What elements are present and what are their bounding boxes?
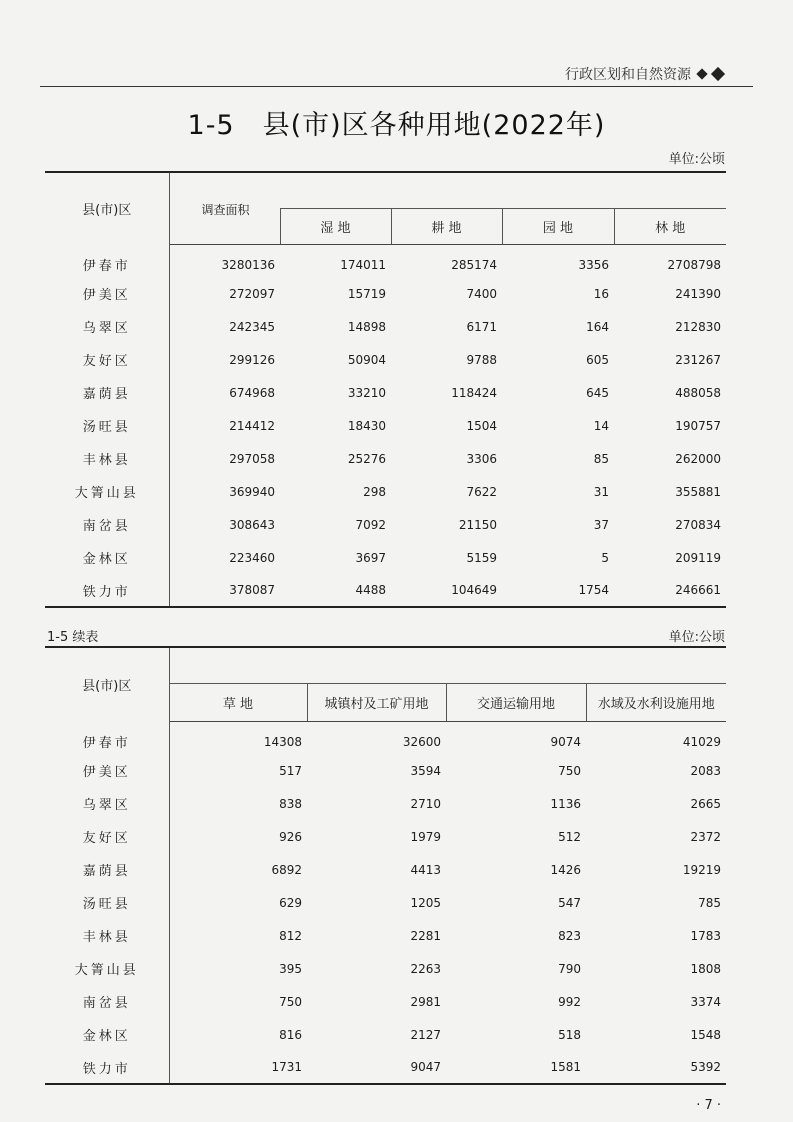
- table-cell: 2372: [690, 829, 721, 844]
- table-cell: 547: [558, 895, 581, 910]
- table-cell: 790: [558, 961, 581, 976]
- table-cell: 3306: [466, 451, 497, 466]
- table-cell: 16: [593, 286, 609, 301]
- table-cell: 518: [558, 1027, 581, 1042]
- column-header: 城镇村及工矿用地: [307, 683, 446, 721]
- diamond-icon: [696, 68, 707, 79]
- land-use-table-continued: [45, 646, 726, 1085]
- table-cell: 2263: [410, 961, 441, 976]
- table-row: [45, 820, 726, 853]
- table-cell: 2708798: [667, 257, 721, 272]
- row-name: 大箐山县: [45, 952, 169, 985]
- table-cell: 2281: [410, 928, 441, 943]
- table-cell: 174011: [340, 257, 386, 272]
- table-cell: 299126: [229, 352, 275, 367]
- table-cell: 1205: [410, 895, 441, 910]
- table-cell: 992: [558, 994, 581, 1009]
- table-cell: 1808: [690, 961, 721, 976]
- row-name: 丰林县: [45, 442, 169, 475]
- table-cell: 1783: [690, 928, 721, 943]
- row-name: 嘉荫县: [45, 376, 169, 409]
- diamond-icon: [711, 67, 725, 81]
- column-header: 林 地: [614, 208, 726, 244]
- table-row: [45, 508, 726, 541]
- table-row: [45, 919, 726, 952]
- table-cell: 32600: [402, 734, 441, 749]
- table-row: [45, 754, 726, 787]
- page-number: · 7 ·: [696, 1098, 721, 1113]
- table-body: [45, 244, 726, 607]
- table-row: [45, 541, 726, 574]
- table-row: [45, 787, 726, 820]
- row-name: 铁力市: [45, 574, 169, 607]
- table-cell: 369940: [229, 484, 275, 499]
- row-name: 伊春市: [45, 244, 169, 277]
- table-cell: 512: [558, 829, 581, 844]
- row-name: 友好区: [45, 820, 169, 853]
- page-title: 1-5 县(市)区各种用地(2022年): [187, 110, 606, 141]
- row-name: 伊美区: [45, 277, 169, 310]
- table-cell: 395: [279, 961, 302, 976]
- table-cell: 212830: [675, 319, 721, 334]
- table-cell: 31: [593, 484, 609, 499]
- table-row: [45, 574, 726, 607]
- table-cell: 18430: [347, 418, 386, 433]
- row-name: 铁力市: [45, 1051, 169, 1084]
- table-cell: 3280136: [221, 257, 275, 272]
- table-cell: 1979: [410, 829, 441, 844]
- continuation-label: 1-5 续表: [47, 630, 99, 645]
- table-cell: 297058: [229, 451, 275, 466]
- table-cell: 14308: [263, 734, 302, 749]
- table-row: [45, 475, 726, 508]
- column-header: 草 地: [169, 683, 307, 721]
- table-cell: 231267: [675, 352, 721, 367]
- table-body: [45, 721, 726, 1084]
- table-cell: 2665: [690, 796, 721, 811]
- table-cell: 785: [698, 895, 721, 910]
- table-row: [45, 721, 726, 754]
- table-cell: 5: [601, 550, 609, 565]
- table-row: [45, 952, 726, 985]
- table-cell: 629: [279, 895, 302, 910]
- table-cell: 6171: [466, 319, 497, 334]
- table-cell: 1504: [466, 418, 497, 433]
- table-cell: 14898: [347, 319, 386, 334]
- table-row: [45, 409, 726, 442]
- table-cell: 246661: [675, 583, 721, 597]
- table-cell: 750: [279, 994, 302, 1009]
- row-header: 县(市)区: [45, 647, 169, 721]
- table-row: [45, 277, 726, 310]
- table-cell: 298: [363, 484, 386, 499]
- table-cell: 3374: [690, 994, 721, 1009]
- table-row: [45, 310, 726, 343]
- table-cell: 19219: [682, 862, 721, 877]
- row-name: 乌翠区: [45, 787, 169, 820]
- unit-label: 单位:公顷: [668, 630, 725, 645]
- table-cell: 926: [279, 829, 302, 844]
- table-cell: 21150: [458, 517, 497, 532]
- table-cell: 355881: [675, 484, 721, 499]
- table-cell: 7622: [466, 484, 497, 499]
- row-name: 乌翠区: [45, 310, 169, 343]
- column-header: 园 地: [502, 208, 614, 244]
- table-cell: 209119: [675, 550, 721, 565]
- row-name: 丰林县: [45, 919, 169, 952]
- table-cell: 5392: [690, 1060, 721, 1074]
- table-row: [45, 853, 726, 886]
- table-cell: 517: [279, 763, 302, 778]
- table-cell: 33210: [347, 385, 386, 400]
- table-cell: 605: [586, 352, 609, 367]
- table-cell: 223460: [229, 550, 275, 565]
- table-cell: 2710: [410, 796, 441, 811]
- table-cell: 2981: [410, 994, 441, 1009]
- table-cell: 645: [586, 385, 609, 400]
- row-name: 伊美区: [45, 754, 169, 787]
- table-cell: 14: [593, 418, 609, 433]
- table-cell: 378087: [229, 583, 275, 597]
- table-cell: 241390: [675, 286, 721, 301]
- table-row: [45, 1018, 726, 1051]
- row-name: 汤旺县: [45, 409, 169, 442]
- table-cell: 3697: [355, 550, 386, 565]
- header-spacer: [169, 647, 726, 683]
- row-name: 友好区: [45, 343, 169, 376]
- row-name: 汤旺县: [45, 886, 169, 919]
- row-name: 金林区: [45, 1018, 169, 1051]
- table-cell: 823: [558, 928, 581, 943]
- table-row: [45, 244, 726, 277]
- row-name: 伊春市: [45, 721, 169, 754]
- table-cell: 164: [586, 319, 609, 334]
- table-cell: 2127: [410, 1027, 441, 1042]
- column-header: 湿 地: [280, 208, 391, 244]
- row-header: 县(市)区: [45, 172, 169, 244]
- table-cell: 85: [593, 451, 609, 466]
- table-cell: 9788: [466, 352, 497, 367]
- table-cell: 7092: [355, 517, 386, 532]
- table-cell: 838: [279, 796, 302, 811]
- table-cell: 5159: [466, 550, 497, 565]
- table-cell: 262000: [675, 451, 721, 466]
- table-row: [45, 343, 726, 376]
- table-cell: 242345: [229, 319, 275, 334]
- table-cell: 272097: [229, 286, 275, 301]
- table-cell: 1548: [690, 1027, 721, 1042]
- table-cell: 4413: [410, 862, 441, 877]
- header-rule: [40, 86, 753, 87]
- table-cell: 50904: [347, 352, 386, 367]
- land-use-table: [45, 171, 726, 608]
- table-cell: 104649: [451, 583, 497, 597]
- table-cell: 1136: [550, 796, 581, 811]
- table-cell: 285174: [451, 257, 497, 272]
- table-cell: 270834: [675, 517, 721, 532]
- table-row: [45, 985, 726, 1018]
- table-cell: 41029: [682, 734, 721, 749]
- column-header: 耕 地: [391, 208, 502, 244]
- table-cell: 15719: [347, 286, 386, 301]
- table-cell: 2083: [690, 763, 721, 778]
- unit-label: 单位:公顷: [668, 152, 725, 167]
- row-name: 大箐山县: [45, 475, 169, 508]
- table-cell: 190757: [675, 418, 721, 433]
- table-cell: 118424: [451, 385, 497, 400]
- column-header: 水域及水利设施用地: [586, 683, 726, 721]
- table-row: [45, 1051, 726, 1084]
- table-cell: 37: [593, 517, 609, 532]
- table-cell: 1754: [578, 583, 609, 597]
- row-name: 嘉荫县: [45, 853, 169, 886]
- table-cell: 1426: [550, 862, 581, 877]
- table-cell: 6892: [271, 862, 302, 877]
- row-name: 南岔县: [45, 985, 169, 1018]
- table-row: [45, 886, 726, 919]
- table-cell: 4488: [355, 583, 386, 597]
- table-cell: 1581: [550, 1060, 581, 1074]
- table-cell: 7400: [466, 286, 497, 301]
- table-row: [45, 376, 726, 409]
- table-cell: 816: [279, 1027, 302, 1042]
- table-cell: 214412: [229, 418, 275, 433]
- column-header-survey-area: 调查面积: [169, 172, 280, 244]
- running-header-text: 行政区划和自然资源: [565, 67, 691, 83]
- column-header: 交通运输用地: [446, 683, 586, 721]
- table-cell: 674968: [229, 385, 275, 400]
- table-cell: 25276: [347, 451, 386, 466]
- table-row: [45, 442, 726, 475]
- table-cell: 9047: [410, 1060, 441, 1074]
- table-cell: 3356: [578, 257, 609, 272]
- table-cell: 9074: [550, 734, 581, 749]
- row-name: 南岔县: [45, 508, 169, 541]
- table-cell: 488058: [675, 385, 721, 400]
- running-header: [565, 64, 723, 84]
- header-spacer: [280, 172, 726, 208]
- table-cell: 812: [279, 928, 302, 943]
- table-cell: 750: [558, 763, 581, 778]
- table-cell: 1731: [271, 1060, 302, 1074]
- table-cell: 308643: [229, 517, 275, 532]
- row-name: 金林区: [45, 541, 169, 574]
- table-cell: 3594: [410, 763, 441, 778]
